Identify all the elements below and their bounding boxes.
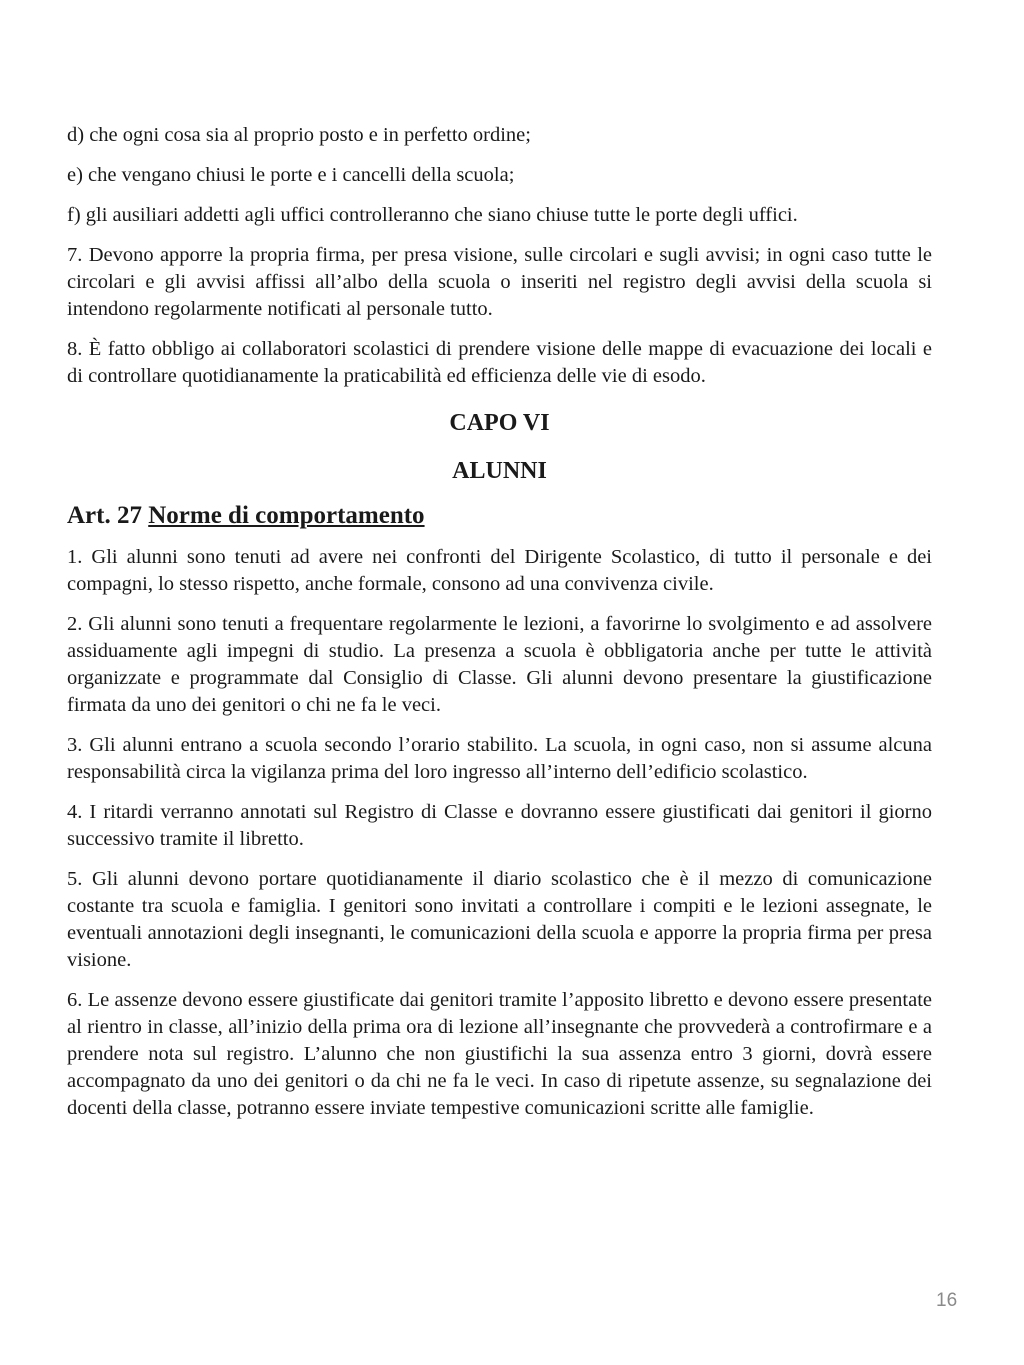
- article-item-1: 1. Gli alunni sono tenuti ad avere nei confronti del Dirigente Scolastico, di tutto il personale e dei compagni, lo stesso rispetto, anche formale, consono ad una convivenza civile.: [67, 546, 932, 595]
- list-item-d: d) che ogni cosa sia al proprio posto e in perfetto ordine;: [67, 124, 531, 146]
- document-page: [67, 122, 932, 1135]
- chapter-heading: CAPO VI: [449, 410, 550, 436]
- article-item-5: 5. Gli alunni devono portare quotidianamente il diario scolastico che è il mezzo di comunicazione costante tra scuola e famiglia. I genitori sono invitati a controllare i compiti e le lezioni assegnate, le eventuali annotazioni degli insegnanti, le comunicazioni della scuola e apporre la propria firma per presa visione.: [67, 868, 932, 971]
- page-number: 16: [936, 1290, 958, 1311]
- article-heading: [67, 500, 932, 532]
- chapter-title: ALUNNI: [452, 458, 547, 484]
- article-number: Art. 27: [67, 502, 142, 529]
- article-item-2: 2. Gli alunni sono tenuti a frequentare regolarmente le lezioni, a favorirne lo svolgimento e ad assolvere assiduamente agli impegni di studio. La presenza a scuola è obbligatoria anche per tutte le attività organizzate e programmate dal Consiglio di Classe. Gli alunni devono presentare la giustificazione firmata da uno dei genitori o chi ne fa le veci.: [67, 613, 932, 716]
- article-item-3: 3. Gli alunni entrano a scuola secondo l’orario stabilito. La scuola, in ogni caso, non si assume alcuna responsabilità circa la vigilanza prima del loro ingresso all’interno dell’edificio scolastico.: [67, 734, 932, 783]
- list-item-e: e) che vengano chiusi le porte e i cancelli della scuola;: [67, 164, 515, 186]
- article-item-4: 4. I ritardi verranno annotati sul Registro di Classe e dovranno essere giustificati dai genitori il giorno successivo tramite il libretto.: [67, 801, 932, 850]
- article-title: Norme di comportamento: [148, 502, 425, 529]
- paragraph-7: 7. Devono apporre la propria firma, per presa visione, sulle circolari e sugli avvisi; in ogni caso tutte le circolari e gli avvisi affissi all’albo della scuola o inseriti nel registro degli avvisi della scuola si intendono regolarmente notificati al personale tutto.: [67, 244, 932, 320]
- article-item-6: 6. Le assenze devono essere giustificate dai genitori tramite l’apposito libretto e devono essere presentate al rientro in classe, all’inizio della prima ora di lezione all’insegnante che provvederà a controfirmare e a prendere nota sul registro. L’alunno che non giustifichi la sua assenza entro 3 giorni, dovrà essere accompagnato da uno dei genitori o da chi ne fa le veci. In caso di ripetute assenze, su segnalazione dei docenti della classe, potranno essere inviate tempestive comunicazioni scritte alle famiglie.: [67, 989, 932, 1119]
- list-item-f: f) gli ausiliari addetti agli uffici controlleranno che siano chiuse tutte le porte degli uffici.: [67, 204, 798, 226]
- paragraph-8: 8. È fatto obbligo ai collaboratori scolastici di prendere visione delle mappe di evacuazione dei locali e di controllare quotidianamente la praticabilità ed efficienza delle vie di esodo.: [67, 338, 932, 387]
